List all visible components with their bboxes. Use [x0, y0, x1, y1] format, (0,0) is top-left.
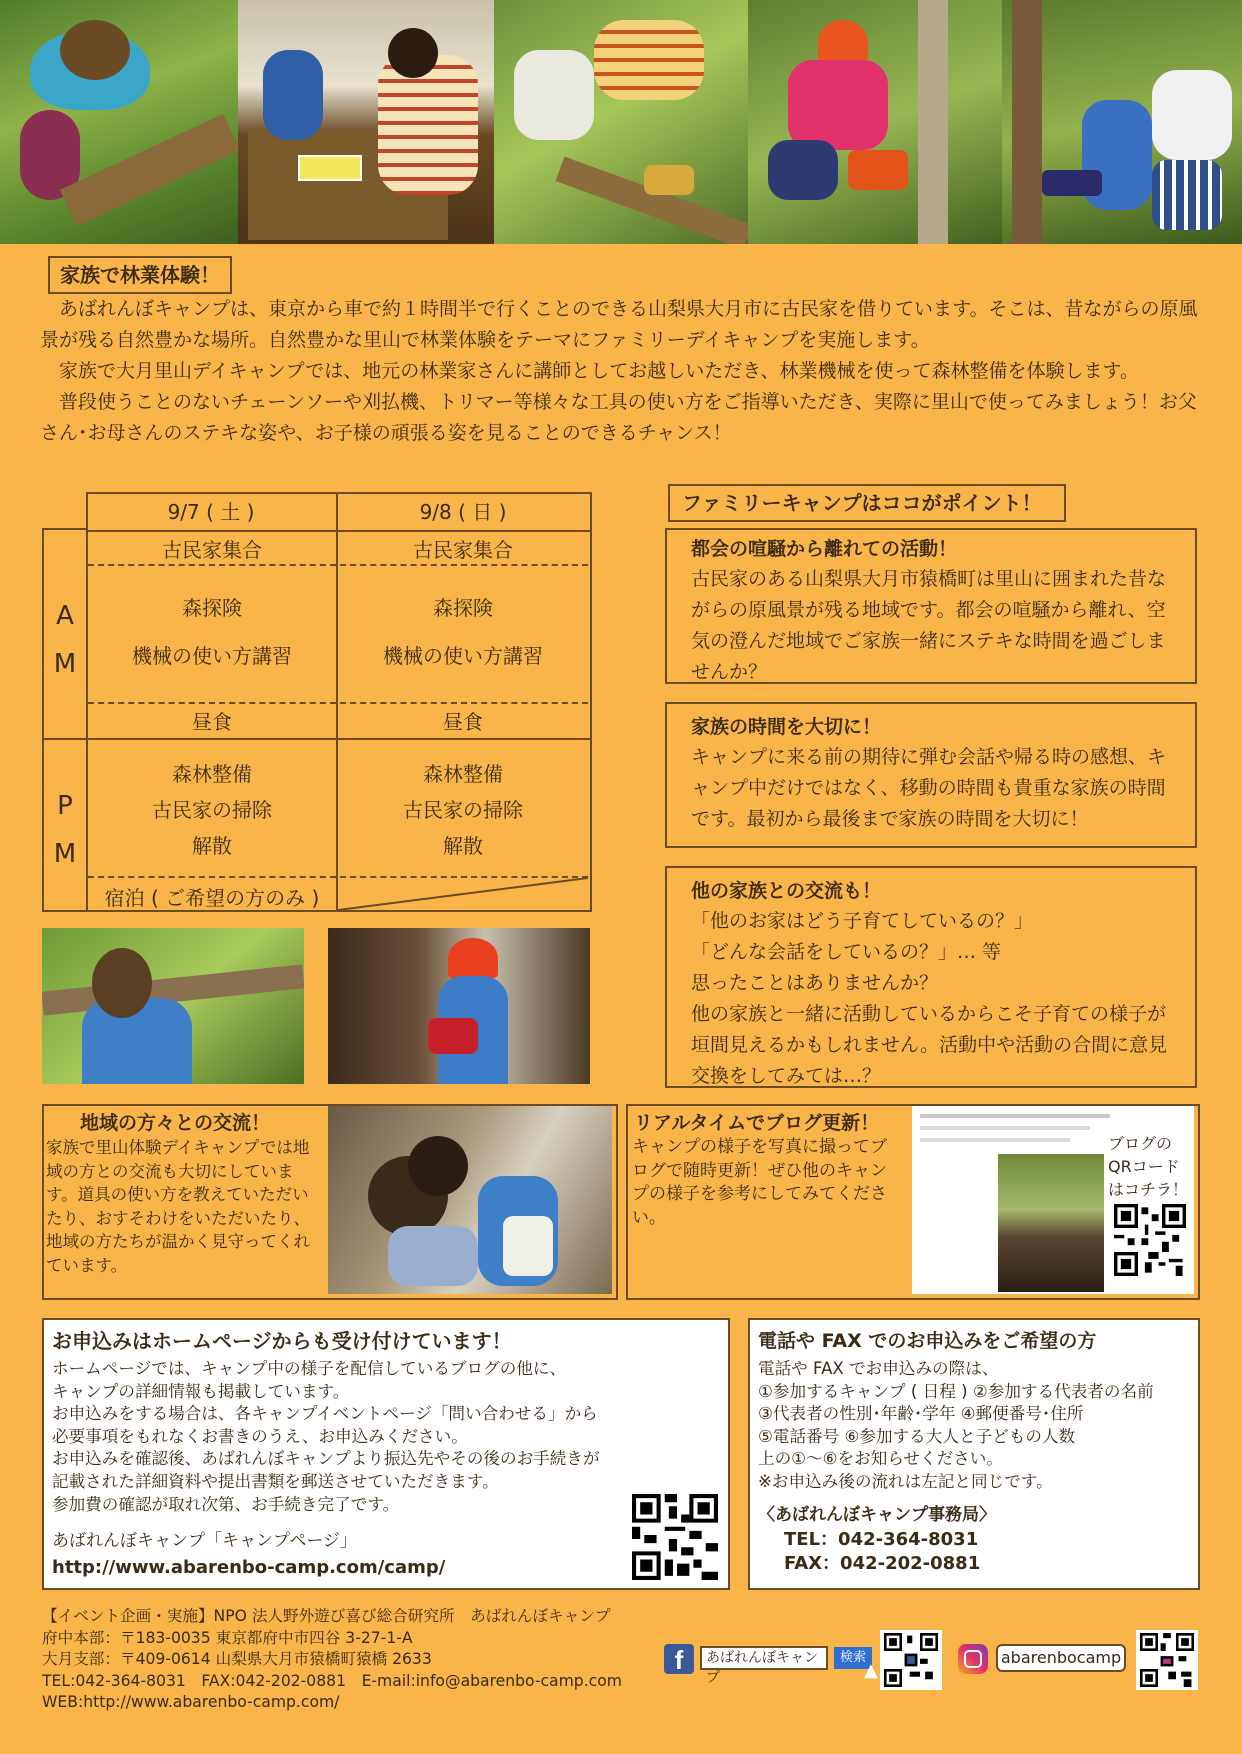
point-body-2: キャンプに来る前の期待に弾む会話や帰る時の感想、キャンプ中だけではなく、移動の時間も貴重な家族の時間です。最初から最後まで家族の時間を大切に！	[691, 746, 1167, 830]
blog-photo	[998, 1154, 1104, 1292]
cell-lecture-1: 機械の使い方講習	[132, 644, 292, 668]
office-label: 〈あばれんぼキャンプ事務局〉	[758, 1504, 996, 1525]
intro-title: 家族で林業体験！	[48, 256, 232, 294]
photo-family-saw	[1002, 0, 1242, 244]
photo-child-saw	[0, 0, 238, 244]
cell-dismiss-2: 解散	[443, 834, 483, 858]
camp-page-url[interactable]: http://www.abarenbo-camp.com/camp/	[52, 1557, 446, 1579]
intro-paragraph-1: あばれんぼキャンプは、東京から車で約１時間半で行くことのできる山梨県大月市に古民家を借りています。そこは、昔ながらの原風景が残る自然豊かな場所。自然豊かな里山で林業体験をテーマにファミリーデイキャンプを実施します。	[40, 298, 1198, 351]
photo-chainsaw	[748, 0, 1002, 244]
cell-explore-1: 森探険	[182, 596, 242, 620]
cell-explore-2: 森探険	[433, 596, 493, 620]
point-heading-1: 都会の喧騒から離れての活動！	[691, 538, 958, 560]
intro-text	[40, 294, 1200, 449]
facebook-icon[interactable]: f	[664, 1644, 694, 1674]
facebook-search-button[interactable]: 検索	[834, 1647, 872, 1669]
intro-paragraph-3: 普段使うことのないチェーンソーや刈払機、トリマー等様々な工具の使い方をご指導いただき、実際に里山で使ってみましょう！お父さん･お母さんのステキな姿や、お子様の頑張る姿を見ることのできるチャンス！	[40, 391, 1197, 444]
point-card-1	[665, 528, 1197, 684]
instagram-account[interactable]: abarenbocamp	[996, 1644, 1126, 1672]
point-body-1: 古民家のある山梨県大月市猿橋町は里山に囲まれた昔ながらの原風景が残る地域です。都会の喧騒から離れ、空気の澄んだ地域でご家族一緒にステキな時間を過ごしませんか？	[691, 568, 1167, 683]
pm-label: P M	[53, 791, 77, 869]
cell-gather-2: 古民家集合	[413, 538, 513, 562]
office-fax: FAX：042-202-0881	[784, 1552, 981, 1574]
footer-info: 【イベント企画・実施】NPO 法人野外遊び喜び総合研究所 あばれんぼキャンプ 府中本部：〒183-0035 東京都府中市四谷 3-27-1-A 大月支部：〒409-0614 山梨県大月市猿橋町猿橋 2633 TEL:042-364-8031 FAX:042-202-0881 E-mail:info@abarenbo-camp.com WEB:http://www.abarenbo-camp.com/	[42, 1607, 622, 1711]
photo-child-helmet	[328, 928, 590, 1084]
am-label: A M	[53, 601, 77, 679]
point-card-3	[665, 866, 1197, 1088]
point-line-3: 思ったことはありませんか？	[691, 972, 939, 994]
apply-web-box	[42, 1318, 730, 1590]
cursor-icon: ▲	[864, 1660, 878, 1681]
cell-clean-2: 古民家の掃除	[403, 798, 523, 822]
facebook-qr-code[interactable]	[880, 1630, 942, 1690]
cell-lecture-2: 機械の使い方講習	[383, 644, 543, 668]
facebook-search-field[interactable]: あばれんぼキャンプ	[700, 1646, 828, 1670]
point-heading-2: 家族の時間を大切に！	[691, 716, 882, 738]
points-title: ファミリーキャンプはココがポイント！	[668, 484, 1066, 522]
cell-stay: 宿泊 ( ご希望の方のみ )	[104, 886, 320, 910]
apply-phone-lines: 電話や FAX でお申込みの際は、 ①参加するキャンプ ( 日程 ) ②参加する代表者の名前 ③代表者の性別･年齢･学年 ④郵便番号･住所 ⑤電話番号 ⑥参加する大人と子どもの人数 上の①～⑥をお知らせください。 ※お申込み後の流れは左記と同じです。	[758, 1359, 1154, 1491]
photo-saw-log	[494, 0, 748, 244]
point-line-2: 「どんな会話をしているの？」… 等	[691, 941, 1002, 963]
apply-web-lines: ホームページでは、キャンプ中の様子を配信しているブログの他に、 キャンプの詳細情報も掲載しています。 お申込みをする場合は、各キャンプイベントページ「問い合わせる」から 必要事項をもれなくお書きのうえ、お申込みください。 お申込みを確認後、あばれんぼキャンプより振込先やその後のお手続きが 記載された詳細資料や提出書類を郵送させていただきます。 参加費の確認が取れ次第、お手続き完了です。	[52, 1359, 600, 1514]
apply-phone-title: 電話や FAX でのお申込みをご希望の方	[758, 1330, 1097, 1352]
cell-clean-1: 古民家の掃除	[152, 798, 272, 822]
local-body: 家族で里山体験デイキャンプでは地域の方との交流も大切にしています。道具の使い方を教えていただいたり、おすそわけをいただいたり、地域の方たちが温かく見守ってくれています。	[46, 1138, 310, 1275]
cell-lunch-1: 昼食	[192, 710, 232, 734]
camp-page-label: あばれんぼキャンプ「キャンプページ」	[52, 1531, 357, 1552]
cell-lunch-2: 昼食	[443, 710, 483, 734]
cell-gather-1: 古民家集合	[162, 538, 262, 562]
cell-forest-2: 森林整備	[423, 762, 503, 786]
cell-forest-1: 森林整備	[172, 762, 252, 786]
blog-body: キャンプの様子を写真に撮ってブログで随時更新！ぜひ他のキャンプの様子を参考にしてみてください。	[632, 1137, 887, 1228]
instagram-qr-code[interactable]	[1136, 1630, 1198, 1690]
schedule-table	[42, 492, 590, 914]
photo-child-branch	[42, 928, 304, 1084]
blog-qr-code[interactable]	[1112, 1202, 1188, 1278]
apply-web-title: お申込みはホームページからも受け付けています！	[52, 1329, 512, 1353]
blog-screenshot	[912, 1106, 1194, 1294]
schedule-day2: 9/8 ( 日 )	[419, 500, 507, 524]
apply-phone-box	[748, 1318, 1200, 1590]
point-line-4: 他の家族と一緒に活動しているからこそ子育ての様子が垣間見えるかもしれません。活動中や活動の合間に意見交換をしてみては…？	[691, 1003, 1168, 1087]
point-heading-3: 他の家族との交流も！	[691, 880, 882, 902]
camp-page-qr-code[interactable]	[628, 1490, 722, 1584]
schedule-empty-cell-diagonal	[338, 878, 588, 912]
photo-crafts	[238, 0, 494, 244]
cell-dismiss-1: 解散	[192, 834, 232, 858]
instagram-icon[interactable]	[958, 1644, 988, 1674]
point-card-2	[665, 702, 1197, 848]
schedule-day1: 9/7 ( 土 )	[167, 500, 255, 524]
office-tel: TEL：042-364-8031	[784, 1528, 979, 1550]
point-line-1: 「他のお家はどう子育てしているの？」	[691, 910, 1034, 932]
blog-qr-note: ブログのQRコードはコチラ！	[1108, 1134, 1189, 1199]
local-title: 地域の方々との交流！	[80, 1112, 271, 1134]
blog-title: リアルタイムでブログ更新！	[634, 1112, 880, 1134]
photo-local-people	[328, 1106, 612, 1294]
intro-paragraph-2: 家族で大月里山デイキャンプでは、地元の林業家さんに講師としてお越しいただき、林業機械を使って森林整備を体験します。	[40, 360, 1139, 382]
